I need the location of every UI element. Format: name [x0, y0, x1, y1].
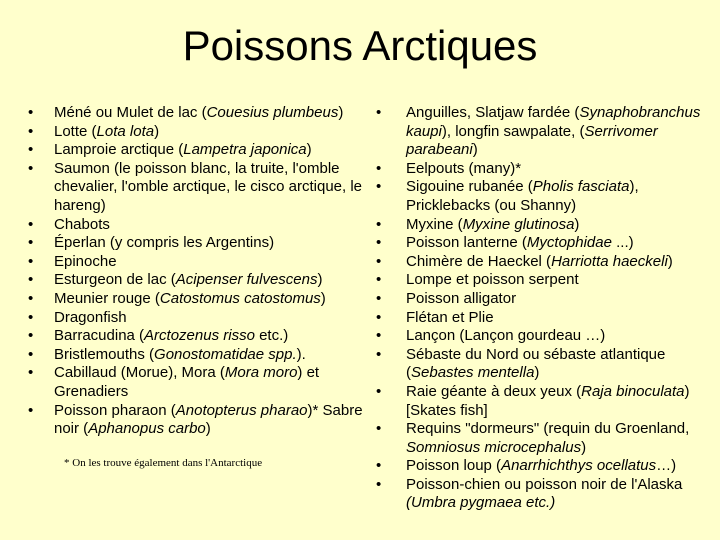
list-item: [374, 271, 710, 290]
list-item: [374, 309, 710, 328]
scientific-name: Sebastes mentella: [411, 364, 535, 382]
item-text: Cabillaud (Morue), Mora (: [54, 364, 225, 382]
list-item: [374, 178, 710, 215]
list-item: [24, 309, 374, 328]
bullet-icon: •: [376, 289, 382, 307]
scientific-name: Mora moro: [224, 364, 298, 382]
item-text: Poisson loup (: [406, 457, 502, 475]
item-text: Myxine (: [406, 215, 463, 233]
item-text: Poisson-chien ou poisson noir de l'Alaska: [406, 475, 683, 493]
list-item: [24, 234, 374, 253]
scientific-name: Raja binoculata: [581, 382, 685, 400]
left-fish-list: [24, 104, 374, 469]
list-item: [374, 216, 710, 235]
list-item: [374, 104, 710, 160]
item-text: ) et Grenadiers: [54, 364, 320, 400]
item-text: Sigouine rubanée (: [406, 178, 533, 196]
list-item: [374, 346, 710, 383]
bullet-icon: •: [28, 122, 34, 140]
item-text: ): [338, 104, 344, 121]
item-text: ): [205, 420, 211, 438]
item-text: Bristlemouths (: [54, 345, 155, 363]
item-text: ): [154, 122, 160, 140]
list-item: [374, 234, 710, 253]
item-text: ...): [611, 234, 634, 252]
list-item: [374, 457, 710, 476]
bullet-icon: •: [376, 234, 382, 252]
item-text: etc.): [254, 327, 289, 345]
item-text: ): [320, 289, 326, 307]
bullet-icon: •: [28, 215, 34, 233]
item-text: )* Sabre noir (: [54, 401, 363, 438]
item-text: Lompe et poisson serpent: [406, 271, 579, 289]
item-text: Méné ou Mulet de lac (: [54, 104, 207, 121]
bullet-icon: •: [376, 382, 382, 400]
item-text: …): [656, 457, 677, 475]
item-text: ): [534, 364, 540, 382]
scientific-name: Lota lota: [96, 122, 155, 140]
item-text: ): [581, 438, 587, 456]
item-text: ): [306, 141, 312, 159]
scientific-name: Catostomus catostomus: [159, 289, 321, 307]
scientific-name: Couesius plumbeus: [206, 104, 339, 121]
bullet-icon: •: [376, 271, 382, 289]
bullet-icon: •: [376, 327, 382, 345]
item-text: Lançon (Lançon gourdeau …): [406, 327, 606, 345]
bullet-icon: •: [376, 420, 382, 438]
bullet-icon: •: [376, 475, 382, 493]
bullet-icon: •: [28, 308, 34, 326]
item-text: Poisson alligator: [406, 289, 517, 307]
bullet-icon: •: [28, 252, 34, 270]
bullet-icon: •: [28, 104, 34, 121]
bullet-icon: •: [28, 159, 34, 177]
item-text: ): [667, 252, 673, 270]
scientific-name: Pholis fasciata: [532, 178, 630, 196]
bullet-icon: •: [376, 308, 382, 326]
list-item: [374, 253, 710, 272]
item-text: Chimère de Haeckel (: [406, 252, 552, 270]
list-item: [24, 141, 374, 160]
list-item: [374, 290, 710, 309]
bullet-icon: •: [376, 252, 382, 270]
bullet-icon: •: [28, 345, 34, 363]
scientific-name: Myxine glutinosa: [462, 215, 575, 233]
bullet-icon: •: [28, 271, 34, 289]
item-text: Lotte (: [54, 122, 97, 140]
list-item: [374, 160, 710, 179]
scientific-name: Myctophidae: [526, 234, 612, 252]
scientific-name: Gonostomatidae spp.: [154, 345, 297, 363]
bullet-icon: •: [28, 289, 34, 307]
scientific-name: Serrivomer parabeani: [406, 122, 658, 159]
item-text: Barracudina (: [54, 327, 145, 345]
item-text: Esturgeon de lac (: [54, 271, 176, 289]
list-item: [24, 402, 374, 439]
item-text: Dragonfish: [54, 308, 127, 326]
scientific-name: (Umbra pygmaea etc.): [406, 494, 556, 512]
item-text: ), longfin sawpalate, (: [441, 122, 585, 140]
list-item: [24, 123, 374, 142]
bullet-icon: •: [376, 215, 382, 233]
item-text: ) [Skates fish]: [406, 382, 690, 419]
item-text: Eelpouts (many)*: [406, 159, 522, 177]
scientific-name: Arctozenus risso: [144, 327, 255, 345]
item-text: Poisson pharaon (: [54, 401, 176, 419]
bullet-icon: •: [28, 327, 34, 345]
bullet-icon: •: [376, 457, 382, 475]
footnote: * On les trouve également dans l'Antarctique: [64, 456, 263, 469]
scientific-name: Anotopterus pharao: [175, 401, 308, 419]
bullet-icon: •: [376, 159, 382, 177]
scientific-name: Harriotta haeckeli: [551, 252, 668, 270]
list-item: [24, 346, 374, 365]
scientific-name: Anarrhichthys ocellatus: [501, 457, 657, 475]
bullet-icon: •: [28, 234, 34, 252]
scientific-name: Synaphobranchus kaupi: [406, 104, 701, 140]
list-item: [24, 160, 374, 216]
bullet-icon: •: [376, 345, 382, 363]
item-text: Meunier rouge (: [54, 289, 160, 307]
list-item: [24, 271, 374, 290]
list-item: [24, 327, 374, 346]
item-text: Saumon (le poisson blanc, la truite, l'omble chevalier, l'omble arctique, le cisco arctique, le hareng): [54, 159, 363, 214]
item-text: ).: [296, 345, 306, 363]
bullet-icon: •: [28, 364, 34, 382]
scientific-name: Aphanopus carbo: [88, 420, 206, 438]
item-text: Chabots: [54, 215, 110, 233]
list-item: [24, 216, 374, 235]
scientific-name: Lampetra japonica: [183, 141, 307, 159]
list-item: [24, 290, 374, 309]
item-text: Anguilles, Slatjaw fardée (: [406, 104, 580, 121]
item-text: Requins "dormeurs" (requin du Groenland,: [406, 420, 690, 438]
bullet-icon: •: [376, 104, 382, 121]
list-item: [374, 327, 710, 346]
item-text: ): [574, 215, 580, 233]
item-text: ): [472, 141, 478, 159]
item-text: ), Pricklebacks (ou Shanny): [406, 178, 639, 214]
list-item: [374, 476, 710, 513]
item-text: Lamproie arctique (: [54, 141, 184, 159]
item-text: ): [317, 271, 323, 289]
item-text: Flétan et Plie: [406, 308, 494, 326]
bullet-icon: •: [28, 141, 34, 159]
right-fish-list: [374, 104, 710, 513]
list-item: [24, 253, 374, 272]
item-text: Éperlan (y compris les Argentins): [54, 234, 275, 252]
item-text: Epinoche: [54, 252, 117, 270]
list-item: [374, 383, 710, 420]
list-item: [24, 104, 374, 123]
list-item: [24, 364, 374, 401]
item-text: Sébaste du Nord ou sébaste atlantique (: [406, 345, 666, 382]
item-text: Raie géante à deux yeux (: [406, 382, 582, 400]
item-text: Poisson lanterne (: [406, 234, 527, 252]
slide-title: Poissons Arctiques: [182, 22, 538, 69]
bullet-icon: •: [28, 401, 34, 419]
list-item: [374, 420, 710, 457]
scientific-name: Somniosus microcephalus: [406, 438, 582, 456]
bullet-icon: •: [376, 178, 382, 196]
scientific-name: Acipenser fulvescens: [175, 271, 318, 289]
